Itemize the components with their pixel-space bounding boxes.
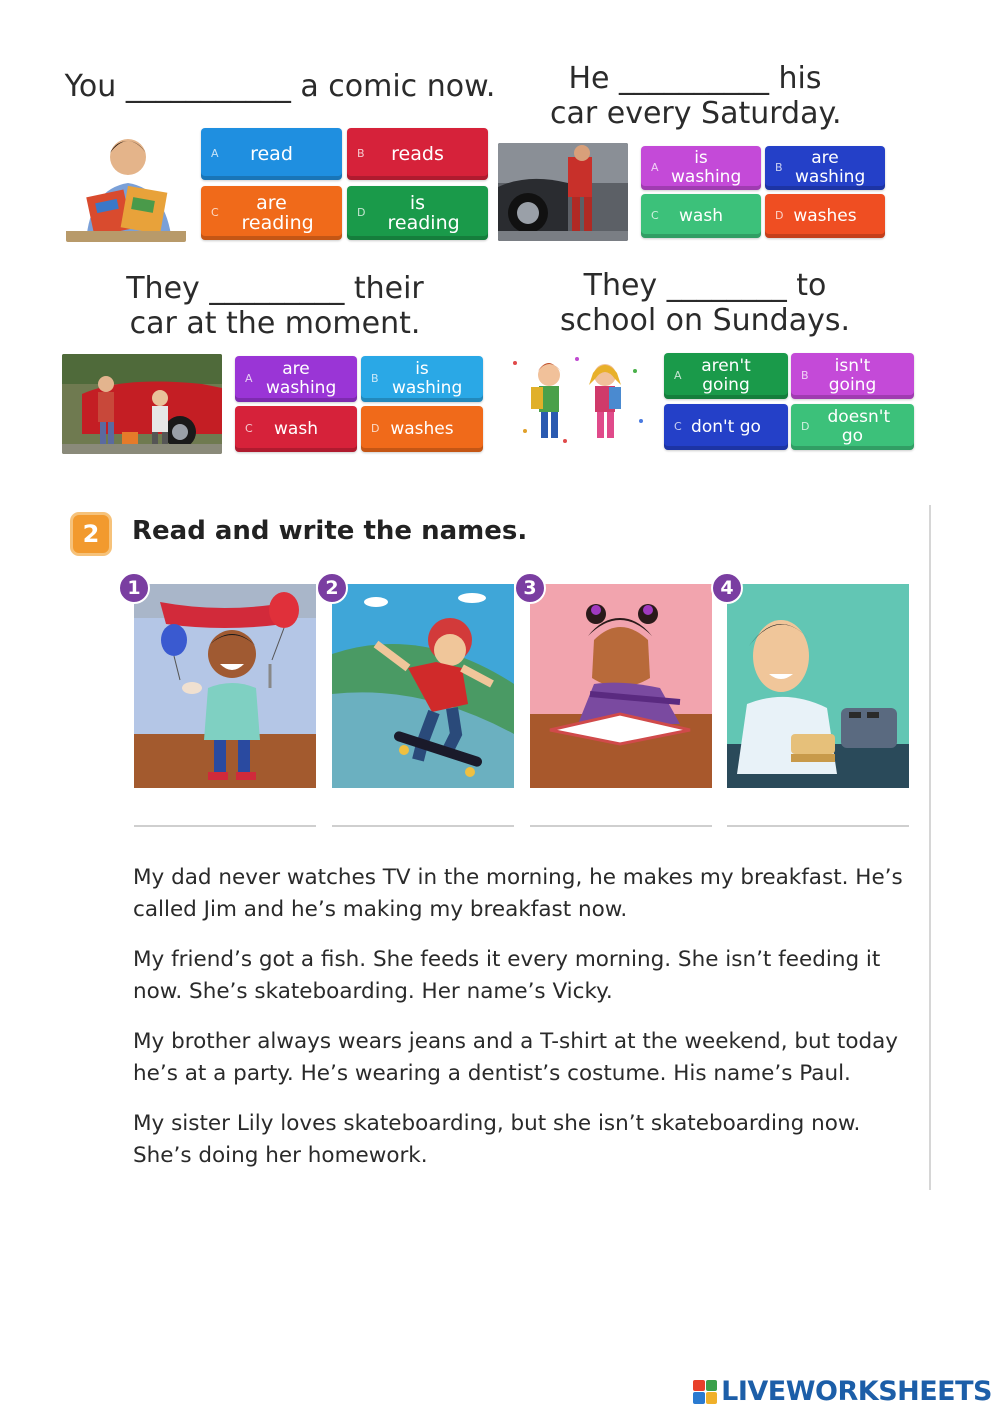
- q4-option-a[interactable]: [664, 353, 788, 399]
- paragraph-1: My dad never watches TV in the morning, he makes my breakfast. He’s called Jim and he’s making my breakfast now.: [133, 865, 903, 922]
- option-letter: B: [801, 369, 809, 382]
- option-label: don't go: [691, 417, 761, 437]
- option-label: are washing: [795, 148, 866, 187]
- q3-option-d[interactable]: [361, 406, 483, 452]
- liveworksheets-logo-icon: [693, 1380, 717, 1404]
- option-letter: C: [674, 420, 682, 433]
- picture-number-1: 1: [118, 572, 150, 604]
- option-label: washes: [390, 419, 454, 439]
- question-1-text: You ___________ a comic now.: [64, 69, 496, 104]
- option-label: isn't going: [828, 356, 877, 395]
- option-letter: B: [775, 161, 783, 174]
- option-letter: C: [211, 206, 219, 219]
- q2-option-d[interactable]: [765, 194, 885, 238]
- q3-option-a[interactable]: [235, 356, 357, 402]
- picture-2: [332, 584, 514, 788]
- q2-option-c[interactable]: [641, 194, 761, 238]
- q4-option-b[interactable]: [791, 353, 914, 399]
- option-letter: C: [651, 209, 659, 222]
- question-2-text-line2: car every Saturday.: [550, 96, 842, 131]
- option-letter: C: [245, 422, 253, 435]
- question-2-text-line1: He __________ his: [568, 61, 822, 96]
- option-label: are reading: [241, 192, 314, 234]
- q1-option-d[interactable]: [347, 186, 488, 240]
- picture-number-3: 3: [514, 572, 546, 604]
- question-3-text-line1: They _________ their: [126, 271, 424, 306]
- option-label: doesn't go: [827, 407, 891, 446]
- q1-option-c[interactable]: [201, 186, 342, 240]
- option-label: is washing: [392, 359, 463, 398]
- question-4-text-line2: school on Sundays.: [559, 303, 851, 338]
- option-label: is washing: [671, 148, 742, 187]
- q4-option-c[interactable]: [664, 404, 788, 450]
- option-letter: B: [357, 147, 365, 160]
- q2-option-b[interactable]: [765, 146, 885, 190]
- question-4-photo: [505, 351, 649, 450]
- option-label: is reading: [387, 192, 460, 234]
- page-divider: [929, 505, 931, 1190]
- answer-field-2[interactable]: [332, 825, 514, 827]
- answer-field-3[interactable]: [530, 825, 712, 827]
- q2-option-a[interactable]: [641, 146, 761, 190]
- q3-option-c[interactable]: [235, 406, 357, 452]
- q4-option-d[interactable]: [791, 404, 914, 450]
- liveworksheets-brand: [693, 1376, 992, 1407]
- paragraph-2: My friend’s got a fish. She feeds it every morning. She isn’t feeding it now. She’s skateboarding. Her name’s Vicky.: [133, 947, 881, 1004]
- option-label: read: [250, 143, 293, 165]
- section-number-badge: 2: [70, 512, 112, 556]
- answer-field-4[interactable]: [727, 825, 909, 827]
- paragraph-3: My brother always wears jeans and a T-shirt at the weekend, but today he’s at a party. He’s wearing a dentist’s costume. His name’s Paul.: [133, 1029, 899, 1086]
- option-letter: A: [245, 372, 253, 385]
- picture-4: [727, 584, 909, 788]
- option-letter: A: [674, 369, 682, 382]
- picture-1: [134, 584, 316, 788]
- option-label: reads: [391, 143, 444, 165]
- question-3-photo: [62, 354, 222, 454]
- picture-number-2: 2: [316, 572, 348, 604]
- option-letter: A: [651, 161, 659, 174]
- option-label: are washing: [266, 359, 337, 398]
- option-letter: D: [357, 206, 366, 219]
- brand-name: LIVEWORKSHEETS: [721, 1376, 992, 1407]
- q3-option-b[interactable]: [361, 356, 483, 402]
- option-letter: D: [371, 422, 380, 435]
- option-label: washes: [793, 206, 857, 226]
- question-2-photo: [498, 143, 628, 241]
- question-1-photo: [66, 127, 186, 242]
- question-4-text-line1: They ________ to: [583, 268, 827, 303]
- section-title: Read and write the names.: [132, 516, 528, 546]
- question-3-text-line2: car at the moment.: [129, 306, 421, 341]
- option-letter: D: [801, 420, 810, 433]
- option-label: wash: [679, 206, 723, 226]
- paragraph-4: My sister Lily loves skateboarding, but she isn’t skateboarding now. She’s doing her homework.: [133, 1111, 861, 1168]
- option-label: wash: [274, 419, 318, 439]
- option-label: aren't going: [701, 356, 751, 395]
- q1-option-b[interactable]: [347, 128, 488, 180]
- picture-3: [530, 584, 712, 788]
- q1-option-a[interactable]: [201, 128, 342, 180]
- option-letter: B: [371, 372, 379, 385]
- option-letter: A: [211, 147, 219, 160]
- picture-number-4: 4: [711, 572, 743, 604]
- answer-field-1[interactable]: [134, 825, 316, 827]
- option-letter: D: [775, 209, 784, 222]
